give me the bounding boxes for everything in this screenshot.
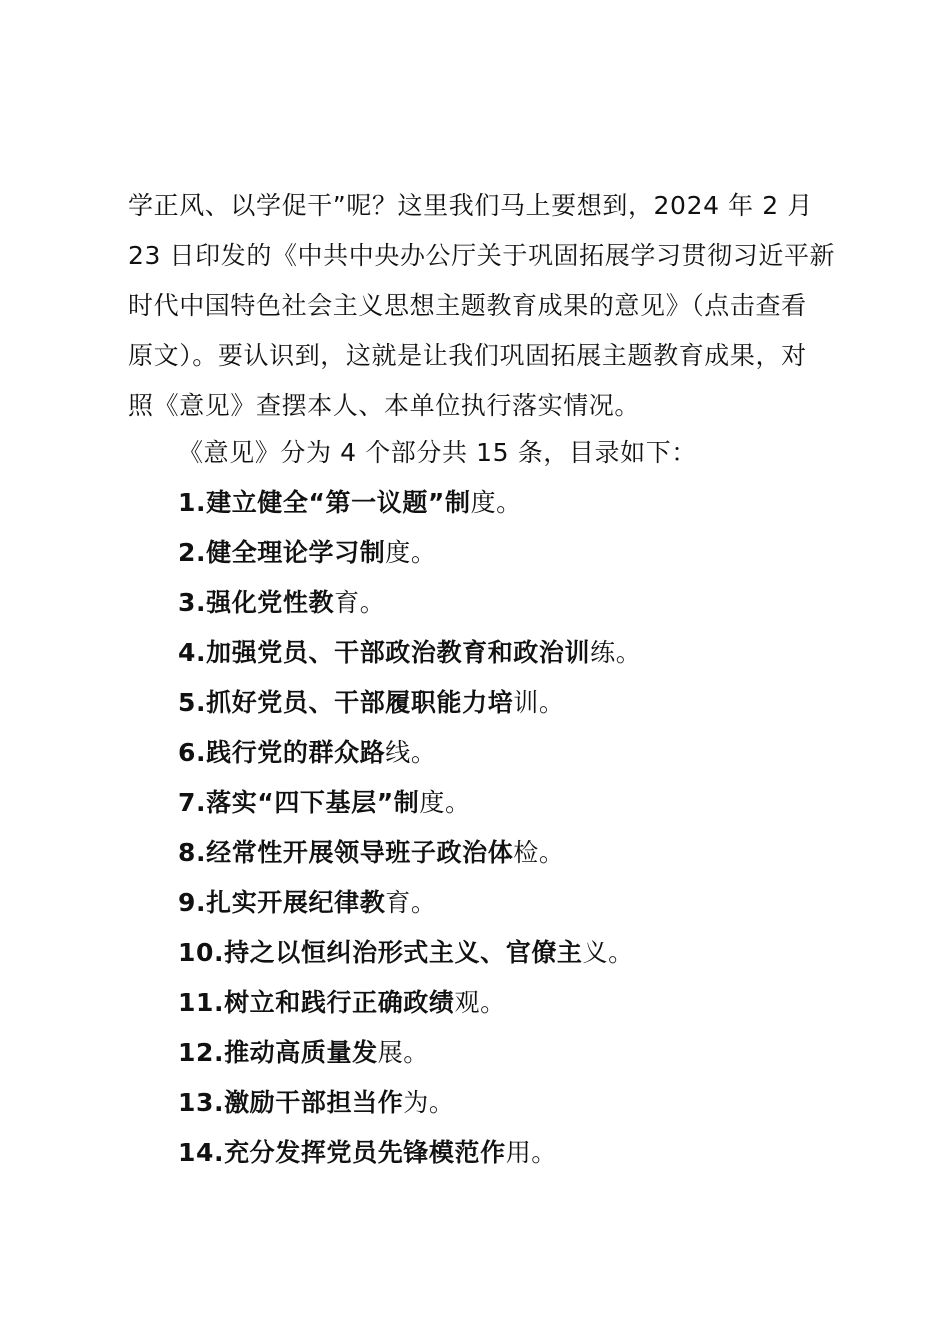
table-of-contents (178, 478, 641, 1178)
toc-item (178, 728, 641, 778)
toc-item (178, 1078, 641, 1128)
toc-item (178, 928, 641, 978)
toc-item-rest: 用。 (505, 1138, 557, 1167)
body-paragraph (128, 181, 838, 431)
toc-item-rest: 练。 (590, 638, 642, 667)
toc-item-rest: 义。 (582, 938, 634, 967)
toc-item-bold: 9.扎实开展纪律教 (178, 888, 386, 917)
toc-item (178, 1128, 641, 1178)
toc-item-bold: 11.树立和践行正确政绩 (178, 988, 455, 1017)
toc-item (178, 678, 641, 728)
toc-item-bold: 8.经常性开展领导班子政治体 (178, 838, 514, 867)
toc-item (178, 478, 641, 528)
toc-item (178, 878, 641, 928)
toc-item-rest: 育。 (334, 588, 386, 617)
toc-item (178, 778, 641, 828)
toc-item-rest: 度。 (419, 788, 471, 817)
toc-item (178, 828, 641, 878)
toc-item-rest: 为。 (403, 1088, 455, 1117)
toc-item-bold: 1.建立健全“第一议题”制 (178, 488, 471, 517)
toc-item (178, 978, 641, 1028)
paragraph-line: 23 日印发的《中共中央办公厅关于巩固拓展学习贯彻习近平新 (128, 241, 836, 270)
toc-item-bold: 3.强化党性教 (178, 588, 335, 617)
toc-item (178, 1028, 641, 1078)
toc-item-rest: 展。 (377, 1038, 429, 1067)
toc-item (178, 528, 641, 578)
toc-item-bold: 12.推动高质量发 (178, 1038, 378, 1067)
toc-intro: 《意见》分为 4 个部分共 15 条，目录如下： (178, 438, 697, 467)
toc-item-bold: 4.加强党员、干部政治教育和政治训 (178, 638, 591, 667)
toc-item-bold: 6.践行党的群众路 (178, 738, 386, 767)
paragraph-line: 原文）。要认识到，这就是让我们巩固拓展主题教育成果，对 (128, 341, 807, 370)
toc-item (178, 578, 641, 628)
toc-item-rest: 育。 (385, 888, 437, 917)
toc-item-rest: 度。 (385, 538, 437, 567)
toc-item-rest: 观。 (454, 988, 506, 1017)
toc-item-rest: 训。 (513, 688, 565, 717)
toc-item-rest: 线。 (385, 738, 437, 767)
toc-item-rest: 度。 (470, 488, 522, 517)
paragraph-line: 照《意见》查摆本人、本单位执行落实情况。 (128, 391, 641, 420)
paragraph-line: 时代中国特色社会主义思想主题教育成果的意见》（点击查看 (128, 291, 807, 320)
paragraph-line: 学正风、以学促干”呢？这里我们马上要想到，2024 年 2 月 (128, 191, 813, 220)
toc-item-bold: 2.健全理论学习制 (178, 538, 386, 567)
toc-item-rest: 检。 (513, 838, 565, 867)
toc-item-bold: 13.激励干部担当作 (178, 1088, 404, 1117)
toc-item-bold: 7.落实“四下基层”制 (178, 788, 420, 817)
toc-item-bold: 14.充分发挥党员先锋模范作 (178, 1138, 506, 1167)
toc-item (178, 628, 641, 678)
toc-item-bold: 10.持之以恒纠治形式主义、官僚主 (178, 938, 583, 967)
toc-item-bold: 5.抓好党员、干部履职能力培 (178, 688, 514, 717)
